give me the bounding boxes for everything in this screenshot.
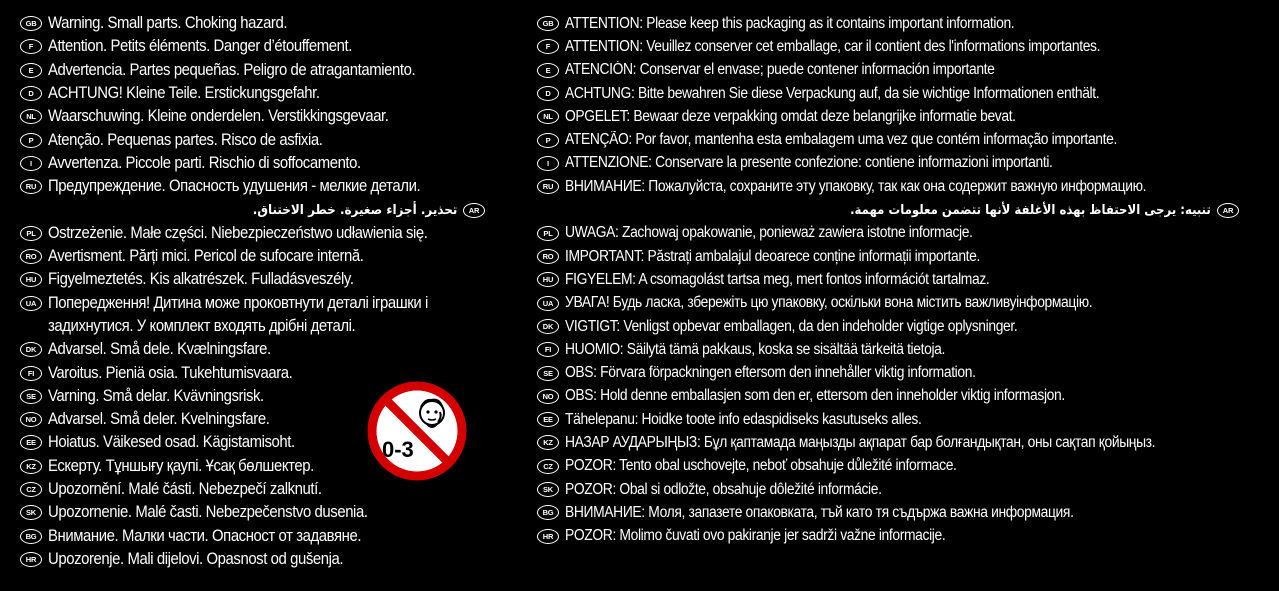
notice-text: UWAGA: Zachowaj opakowanie, ponieważ zawiera istotne informacje.: [565, 224, 973, 242]
warning-text: Hoiatus. Väikesed osad. Kägistamisoht.: [48, 433, 295, 452]
warning-text: Ostrzeżenie. Małe części. Niebezpieczeństwo udławienia się.: [48, 223, 428, 242]
warning-row-pl: [20, 222, 520, 245]
notice-row-pl: [537, 222, 1277, 245]
warning-text: Advarsel. Små dele. Kvælningsfare.: [48, 340, 271, 359]
language-badge: DK: [537, 319, 559, 334]
language-badge: F: [20, 39, 42, 54]
warning-text: Waarschuwing. Kleine onderdelen. Verstikkingsgevaar.: [48, 107, 389, 126]
language-badge: EE: [537, 412, 559, 427]
notice-text: ATTENTION: Veuillez conserver cet emballage, car il contient des l'informations importantes.: [565, 37, 1101, 55]
language-badge: FI: [20, 366, 42, 381]
language-badge: UA: [20, 296, 42, 311]
warning-text: Warning. Small parts. Choking hazard.: [48, 14, 288, 33]
warning-row-ar: [20, 198, 485, 221]
language-badge: PL: [20, 226, 42, 241]
notice-text: ВНИМАНИЕ: Моля, запазете опаковката, тъй като тя съдържа важна информация.: [565, 503, 1074, 521]
language-badge: E: [20, 63, 42, 78]
warning-text: Advertencia. Partes pequeñas. Peligro de atragantamiento.: [48, 60, 416, 79]
notice-text: OBS: Förvara förpackningen eftersom den innehåller viktig information.: [565, 364, 976, 382]
warning-row-f: [20, 35, 520, 58]
language-badge: UA: [537, 296, 559, 311]
warning-text: Figyelmeztetés. Kis alkatrészek. Fulladásveszély.: [48, 270, 354, 289]
language-badge: D: [537, 86, 559, 101]
warning-row-sk: [20, 501, 520, 524]
warning-text: ACHTUNG! Kleine Teile. Erstickungsgefahr.: [48, 84, 320, 103]
warning-row-e: [20, 59, 520, 82]
warning-text: Atenção. Pequenas partes. Risco de asfixia.: [48, 130, 323, 149]
warning-text: Предупреждение. Опасность удушения - мелкие детали.: [48, 177, 421, 196]
warning-row-bg: [20, 525, 520, 548]
notice-row-ee: [537, 408, 1277, 431]
warning-row-d: [20, 82, 520, 105]
warning-row-p: [20, 128, 520, 151]
notice-text: УВАГА! Будь ласка, збережіть цю упаковку, оскільки вона містить важливуінформацію.: [565, 294, 1093, 312]
language-badge: NL: [537, 109, 559, 124]
notice-text: НАЗАР АУДАРЫҢЫЗ: Бұл қаптамада маңызды ақпарат бар болғандықтан, оны сақтап қойыңыз.: [565, 433, 1156, 451]
notice-row-nl: [537, 105, 1277, 128]
notice-row-cz: [537, 455, 1277, 478]
warning-row-nl: [20, 105, 520, 128]
notice-row-fi: [537, 338, 1277, 361]
notice-text: OPGELET: Bewaar deze verpakking omdat deze belangrijke informatie bevat.: [565, 107, 1016, 125]
notice-row-dk: [537, 315, 1277, 338]
notice-row-ro: [537, 245, 1277, 268]
language-badge: SK: [537, 482, 559, 497]
language-badge: AR: [1217, 203, 1239, 218]
notice-text: HUOMIO: Säilytä tämä pakkaus, koska se sisältää tärkeitä tietoja.: [565, 340, 946, 358]
notice-text: POZOR: Tento obal uschovejte, neboť obsahuje důležité informace.: [565, 457, 957, 475]
notice-row-kz: [537, 431, 1277, 454]
warning-row-ru: [20, 175, 520, 198]
notice-row-d: [537, 82, 1277, 105]
notice-row-ru: [537, 175, 1277, 198]
language-badge: EE: [20, 435, 42, 450]
notice-text: ATTENTION: Please keep this packaging as it contains important information.: [565, 14, 1015, 32]
warning-text: Внимание. Малки части. Опасност от задавяне.: [48, 526, 362, 545]
language-badge: CZ: [20, 482, 42, 497]
notice-row-e: [537, 59, 1277, 82]
small-parts-warning-column: [20, 12, 520, 571]
warning-text-continued: задихнутися. У комплект входять дрібні деталі.: [48, 316, 356, 335]
notice-row-ar: [537, 198, 1239, 221]
warning-text: Attention. Petits éléments. Danger d’étouffement.: [48, 37, 352, 56]
notice-row-f: [537, 35, 1277, 58]
warning-text: Upozornění. Malé části. Nebezpečí zalknutí.: [48, 480, 322, 499]
notice-row-sk: [537, 478, 1277, 501]
language-badge: RO: [537, 249, 559, 264]
notice-text: VIGTIGT: Venligst opbevar emballagen, da den indeholder vigtige oplysninger.: [565, 317, 1018, 335]
warning-row-gb: [20, 12, 520, 35]
age-warning-sign: [366, 380, 468, 482]
language-badge: I: [20, 156, 42, 171]
warning-text: Varning. Små delar. Kvävningsrisk.: [48, 386, 264, 405]
language-badge: HU: [20, 272, 42, 287]
warning-row-dk: [20, 338, 520, 361]
packaging-notice-column: [537, 12, 1277, 548]
language-badge: I: [537, 156, 559, 171]
no-child-under-3-icon: [366, 380, 468, 482]
language-badge: F: [537, 39, 559, 54]
warning-row-i: [20, 152, 520, 175]
warning-row-hr: [20, 548, 520, 571]
notice-text: تنبيه: يرجى الاحتفاظ بهذه الأغلفة لأنها تتضمن معلومات مهمة.: [850, 202, 1211, 218]
notice-row-hu: [537, 268, 1277, 291]
notice-row-bg: [537, 501, 1277, 524]
language-badge: AR: [463, 203, 485, 218]
language-badge: NO: [537, 389, 559, 404]
notice-row-hr: [537, 525, 1277, 548]
language-badge: RO: [20, 249, 42, 264]
language-badge: BG: [537, 505, 559, 520]
language-badge: FI: [537, 342, 559, 357]
language-badge: KZ: [20, 459, 42, 474]
language-badge: GB: [537, 16, 559, 31]
warning-text: Varoitus. Pieniä osia. Tukehtumisvaara.: [48, 363, 293, 382]
language-badge: E: [537, 63, 559, 78]
language-badge: PL: [537, 226, 559, 241]
language-badge: RU: [537, 179, 559, 194]
notice-row-gb: [537, 12, 1277, 35]
language-badge: KZ: [537, 435, 559, 450]
language-badge: HR: [537, 529, 559, 544]
notice-text: OBS: Hold denne emballasjen som den er, ettersom den inneholder viktig informasjon.: [565, 387, 1065, 405]
warning-text: Avvertenza. Piccole parti. Rischio di soffocamento.: [48, 153, 361, 172]
notice-text: Tähelepanu: Hoidke toote info edaspidiseks kasutuseks alles.: [565, 410, 922, 428]
language-badge: SE: [537, 366, 559, 381]
notice-row-i: [537, 152, 1277, 175]
notice-text: ATENCIÓN: Conservar el envase; puede contener información importante: [565, 61, 995, 79]
language-badge: CZ: [537, 459, 559, 474]
language-badge: HU: [537, 272, 559, 287]
warning-row-hu: [20, 268, 520, 291]
language-badge: SE: [20, 389, 42, 404]
notice-row-se: [537, 361, 1277, 384]
notice-text: ACHTUNG: Bitte bewahren Sie diese Verpackung auf, da sie wichtige Informationen enthält.: [565, 84, 1100, 102]
warning-text: Upozorenje. Mali dijelovi. Opasnost od gušenja.: [48, 549, 344, 568]
warning-row-ro: [20, 245, 520, 268]
warning-text: تحذير. أجزاء صغيرة. خطر الاختناق.: [252, 202, 457, 218]
notice-text: ВНИМАНИЕ: Пожалуйста, сохраните эту упаковку, так как она содержит важную информацию.: [565, 177, 1147, 195]
language-badge: P: [537, 133, 559, 148]
notice-text: FIGYELEM: A csomagolást tartsa meg, mert fontos információt tartalmaz.: [565, 270, 990, 288]
notice-text: IMPORTANT: Păstrați ambalajul deoarece conține informații importante.: [565, 247, 981, 265]
notice-text: POZOR: Obal si odložte, obsahuje dôležité informácie.: [565, 480, 882, 498]
language-badge: BG: [20, 529, 42, 544]
notice-row-ua: [537, 292, 1277, 315]
language-badge: D: [20, 86, 42, 101]
language-badge: NL: [20, 109, 42, 124]
warning-text-block: [48, 292, 461, 339]
language-badge: GB: [20, 16, 42, 31]
notice-row-no: [537, 385, 1277, 408]
age-range-label: 0-3: [382, 437, 414, 462]
language-badge: HR: [20, 552, 42, 567]
language-badge: SK: [20, 505, 42, 520]
warning-text: Upozornenie. Malé časti. Nebezpečenstvo dusenia.: [48, 503, 368, 522]
language-badge: P: [20, 133, 42, 148]
notice-text: POZOR: Molimo čuvati ovo pakiranje jer sadrži važne informacije.: [565, 527, 946, 545]
language-badge: RU: [20, 179, 42, 194]
warning-text: Avertisment. Părți mici. Pericol de sufocare internă.: [48, 247, 364, 266]
notice-text: ATENÇÃO: Por favor, mantenha esta embalagem uma vez que contém informação importante.: [565, 131, 1117, 149]
language-badge: DK: [20, 342, 42, 357]
warning-row-ua: [20, 292, 520, 339]
notice-row-p: [537, 128, 1277, 151]
warning-text: Ескерту. Тұншығу қаупі. Ұсақ бөлшектер.: [48, 456, 314, 475]
warning-text: Попередження! Дитина може проковтнути деталі іграшки і: [48, 293, 428, 312]
warning-text: Advarsel. Små deler. Kvelningsfare.: [48, 410, 270, 429]
language-badge: NO: [20, 412, 42, 427]
notice-text: ATTENZIONE: Conservare la presente confezione: contiene informazioni importanti.: [565, 154, 1053, 172]
